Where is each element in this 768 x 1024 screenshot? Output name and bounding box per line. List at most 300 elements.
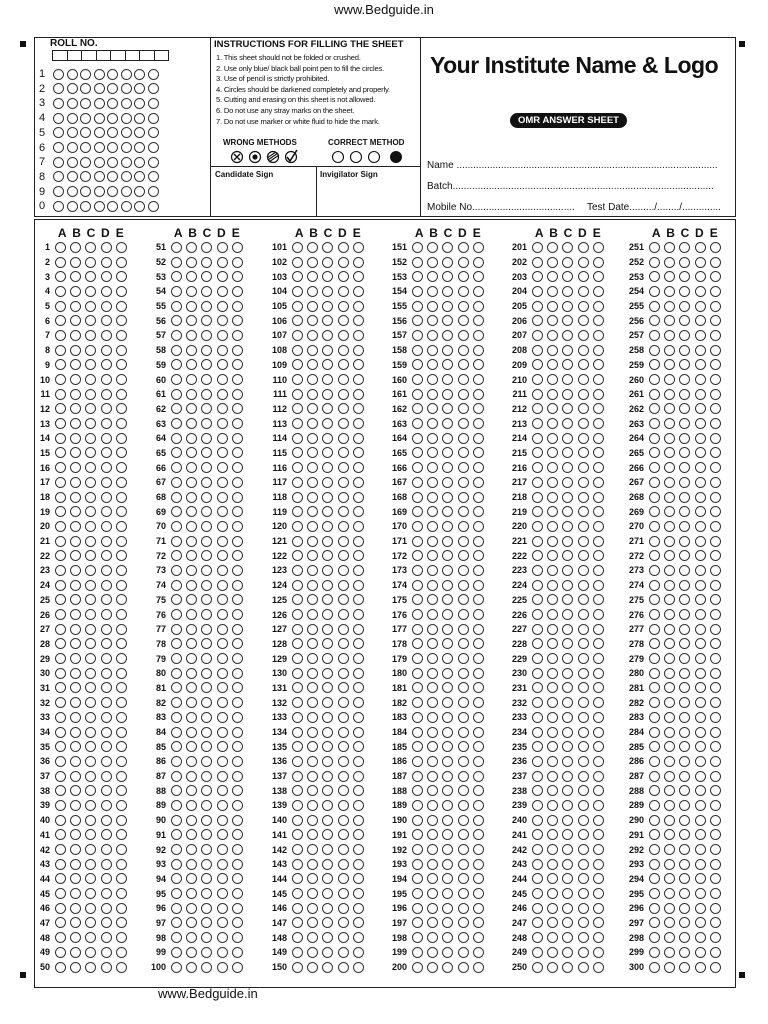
- answer-bubble[interactable]: [85, 286, 96, 297]
- roll-bubble[interactable]: [148, 201, 159, 212]
- answer-bubble[interactable]: [458, 888, 469, 899]
- answer-bubble[interactable]: [55, 668, 66, 679]
- answer-bubble[interactable]: [593, 815, 604, 826]
- answer-bubble[interactable]: [442, 447, 453, 458]
- roll-bubble[interactable]: [53, 142, 64, 153]
- roll-bubble[interactable]: [53, 98, 64, 109]
- roll-bubble[interactable]: [134, 186, 145, 197]
- roll-digit-box[interactable]: [110, 50, 126, 61]
- answer-bubble[interactable]: [664, 550, 675, 561]
- answer-bubble[interactable]: [547, 653, 558, 664]
- roll-bubble[interactable]: [53, 83, 64, 94]
- answer-bubble[interactable]: [353, 447, 364, 458]
- answer-bubble[interactable]: [307, 932, 318, 943]
- roll-bubble[interactable]: [80, 98, 91, 109]
- answer-bubble[interactable]: [649, 594, 660, 605]
- answer-bubble[interactable]: [578, 580, 589, 591]
- roll-bubble[interactable]: [94, 113, 105, 124]
- answer-bubble[interactable]: [322, 257, 333, 268]
- answer-bubble[interactable]: [101, 315, 112, 326]
- answer-bubble[interactable]: [578, 873, 589, 884]
- answer-bubble[interactable]: [473, 315, 484, 326]
- answer-bubble[interactable]: [679, 330, 690, 341]
- answer-bubble[interactable]: [338, 403, 349, 414]
- answer-bubble[interactable]: [547, 594, 558, 605]
- answer-bubble[interactable]: [116, 844, 127, 855]
- answer-bubble[interactable]: [116, 917, 127, 928]
- answer-bubble[interactable]: [292, 550, 303, 561]
- answer-bubble[interactable]: [217, 609, 228, 620]
- answer-bubble[interactable]: [186, 521, 197, 532]
- answer-bubble[interactable]: [217, 668, 228, 679]
- answer-bubble[interactable]: [412, 917, 423, 928]
- answer-bubble[interactable]: [664, 462, 675, 473]
- answer-bubble[interactable]: [292, 903, 303, 914]
- answer-bubble[interactable]: [85, 492, 96, 503]
- answer-bubble[interactable]: [201, 301, 212, 312]
- answer-bubble[interactable]: [593, 492, 604, 503]
- answer-bubble[interactable]: [171, 609, 182, 620]
- answer-bubble[interactable]: [307, 771, 318, 782]
- roll-bubble[interactable]: [67, 201, 78, 212]
- answer-bubble[interactable]: [70, 829, 81, 840]
- answer-bubble[interactable]: [532, 550, 543, 561]
- answer-bubble[interactable]: [338, 741, 349, 752]
- answer-bubble[interactable]: [547, 727, 558, 738]
- answer-bubble[interactable]: [201, 418, 212, 429]
- answer-bubble[interactable]: [710, 506, 721, 517]
- answer-bubble[interactable]: [710, 301, 721, 312]
- answer-bubble[interactable]: [201, 315, 212, 326]
- answer-bubble[interactable]: [710, 624, 721, 635]
- answer-bubble[interactable]: [578, 345, 589, 356]
- answer-bubble[interactable]: [322, 785, 333, 796]
- roll-bubble[interactable]: [80, 113, 91, 124]
- answer-bubble[interactable]: [353, 829, 364, 840]
- answer-bubble[interactable]: [201, 477, 212, 488]
- answer-bubble[interactable]: [562, 697, 573, 708]
- answer-bubble[interactable]: [171, 286, 182, 297]
- answer-bubble[interactable]: [85, 257, 96, 268]
- answer-bubble[interactable]: [710, 888, 721, 899]
- answer-bubble[interactable]: [710, 697, 721, 708]
- answer-bubble[interactable]: [412, 888, 423, 899]
- answer-bubble[interactable]: [70, 477, 81, 488]
- answer-bubble[interactable]: [292, 359, 303, 370]
- answer-bubble[interactable]: [307, 271, 318, 282]
- answer-bubble[interactable]: [307, 917, 318, 928]
- answer-bubble[interactable]: [338, 859, 349, 870]
- answer-bubble[interactable]: [547, 242, 558, 253]
- answer-bubble[interactable]: [171, 330, 182, 341]
- answer-bubble[interactable]: [679, 345, 690, 356]
- answer-bubble[interactable]: [322, 859, 333, 870]
- answer-bubble[interactable]: [427, 242, 438, 253]
- roll-bubble[interactable]: [134, 127, 145, 138]
- answer-bubble[interactable]: [695, 257, 706, 268]
- answer-bubble[interactable]: [562, 594, 573, 605]
- answer-bubble[interactable]: [353, 962, 364, 973]
- answer-bubble[interactable]: [664, 418, 675, 429]
- answer-bubble[interactable]: [649, 257, 660, 268]
- answer-bubble[interactable]: [679, 859, 690, 870]
- roll-bubble[interactable]: [67, 186, 78, 197]
- answer-bubble[interactable]: [292, 771, 303, 782]
- answer-bubble[interactable]: [442, 389, 453, 400]
- answer-bubble[interactable]: [186, 741, 197, 752]
- answer-bubble[interactable]: [547, 433, 558, 444]
- answer-bubble[interactable]: [664, 242, 675, 253]
- answer-bubble[interactable]: [473, 873, 484, 884]
- answer-bubble[interactable]: [562, 462, 573, 473]
- answer-bubble[interactable]: [458, 771, 469, 782]
- answer-bubble[interactable]: [473, 374, 484, 385]
- answer-bubble[interactable]: [593, 447, 604, 458]
- answer-bubble[interactable]: [442, 785, 453, 796]
- answer-bubble[interactable]: [578, 271, 589, 282]
- answer-bubble[interactable]: [578, 330, 589, 341]
- answer-bubble[interactable]: [679, 565, 690, 576]
- answer-bubble[interactable]: [442, 888, 453, 899]
- answer-bubble[interactable]: [85, 844, 96, 855]
- roll-bubble[interactable]: [94, 171, 105, 182]
- answer-bubble[interactable]: [292, 682, 303, 693]
- answer-bubble[interactable]: [322, 447, 333, 458]
- answer-bubble[interactable]: [232, 697, 243, 708]
- roll-bubble[interactable]: [67, 142, 78, 153]
- answer-bubble[interactable]: [101, 389, 112, 400]
- answer-bubble[interactable]: [292, 418, 303, 429]
- answer-bubble[interactable]: [547, 418, 558, 429]
- answer-bubble[interactable]: [593, 917, 604, 928]
- answer-bubble[interactable]: [442, 403, 453, 414]
- answer-bubble[interactable]: [695, 917, 706, 928]
- answer-bubble[interactable]: [70, 565, 81, 576]
- answer-bubble[interactable]: [427, 594, 438, 605]
- answer-bubble[interactable]: [710, 815, 721, 826]
- answer-bubble[interactable]: [695, 638, 706, 649]
- answer-bubble[interactable]: [186, 447, 197, 458]
- answer-bubble[interactable]: [307, 345, 318, 356]
- answer-bubble[interactable]: [201, 815, 212, 826]
- answer-bubble[interactable]: [562, 844, 573, 855]
- answer-bubble[interactable]: [307, 594, 318, 605]
- answer-bubble[interactable]: [232, 418, 243, 429]
- answer-bubble[interactable]: [458, 403, 469, 414]
- answer-bubble[interactable]: [338, 697, 349, 708]
- answer-bubble[interactable]: [292, 315, 303, 326]
- answer-bubble[interactable]: [85, 521, 96, 532]
- answer-bubble[interactable]: [442, 433, 453, 444]
- answer-bubble[interactable]: [532, 565, 543, 576]
- answer-bubble[interactable]: [679, 888, 690, 899]
- answer-bubble[interactable]: [171, 271, 182, 282]
- answer-bubble[interactable]: [562, 653, 573, 664]
- answer-bubble[interactable]: [338, 389, 349, 400]
- answer-bubble[interactable]: [322, 756, 333, 767]
- answer-bubble[interactable]: [201, 286, 212, 297]
- answer-bubble[interactable]: [649, 521, 660, 532]
- answer-bubble[interactable]: [532, 873, 543, 884]
- answer-bubble[interactable]: [55, 859, 66, 870]
- answer-bubble[interactable]: [353, 359, 364, 370]
- answer-bubble[interactable]: [593, 697, 604, 708]
- answer-bubble[interactable]: [55, 271, 66, 282]
- answer-bubble[interactable]: [532, 271, 543, 282]
- answer-bubble[interactable]: [101, 800, 112, 811]
- answer-bubble[interactable]: [116, 932, 127, 943]
- answer-bubble[interactable]: [292, 947, 303, 958]
- answer-bubble[interactable]: [664, 433, 675, 444]
- roll-bubble[interactable]: [121, 83, 132, 94]
- answer-bubble[interactable]: [116, 859, 127, 870]
- answer-bubble[interactable]: [427, 624, 438, 635]
- roll-bubble[interactable]: [121, 127, 132, 138]
- answer-bubble[interactable]: [55, 829, 66, 840]
- answer-bubble[interactable]: [679, 947, 690, 958]
- answer-bubble[interactable]: [201, 771, 212, 782]
- answer-bubble[interactable]: [695, 536, 706, 547]
- answer-bubble[interactable]: [578, 859, 589, 870]
- answer-bubble[interactable]: [171, 903, 182, 914]
- answer-bubble[interactable]: [412, 932, 423, 943]
- answer-bubble[interactable]: [473, 756, 484, 767]
- answer-bubble[interactable]: [292, 785, 303, 796]
- answer-bubble[interactable]: [171, 374, 182, 385]
- answer-bubble[interactable]: [442, 947, 453, 958]
- answer-bubble[interactable]: [307, 242, 318, 253]
- answer-bubble[interactable]: [217, 506, 228, 517]
- answer-bubble[interactable]: [664, 609, 675, 620]
- answer-bubble[interactable]: [55, 403, 66, 414]
- answer-bubble[interactable]: [649, 374, 660, 385]
- answer-bubble[interactable]: [186, 536, 197, 547]
- answer-bubble[interactable]: [547, 550, 558, 561]
- answer-bubble[interactable]: [116, 712, 127, 723]
- answer-bubble[interactable]: [427, 903, 438, 914]
- answer-bubble[interactable]: [307, 565, 318, 576]
- answer-bubble[interactable]: [232, 492, 243, 503]
- answer-bubble[interactable]: [562, 403, 573, 414]
- answer-bubble[interactable]: [473, 609, 484, 620]
- answer-bubble[interactable]: [232, 903, 243, 914]
- answer-bubble[interactable]: [532, 859, 543, 870]
- answer-bubble[interactable]: [562, 433, 573, 444]
- answer-bubble[interactable]: [307, 477, 318, 488]
- answer-bubble[interactable]: [710, 962, 721, 973]
- answer-bubble[interactable]: [532, 771, 543, 782]
- answer-bubble[interactable]: [473, 359, 484, 370]
- answer-bubble[interactable]: [353, 903, 364, 914]
- answer-bubble[interactable]: [458, 741, 469, 752]
- answer-bubble[interactable]: [338, 521, 349, 532]
- answer-bubble[interactable]: [473, 741, 484, 752]
- answer-bubble[interactable]: [578, 815, 589, 826]
- answer-bubble[interactable]: [679, 418, 690, 429]
- answer-bubble[interactable]: [292, 242, 303, 253]
- answer-bubble[interactable]: [232, 917, 243, 928]
- answer-bubble[interactable]: [427, 315, 438, 326]
- answer-bubble[interactable]: [649, 565, 660, 576]
- answer-bubble[interactable]: [442, 932, 453, 943]
- answer-bubble[interactable]: [473, 521, 484, 532]
- answer-bubble[interactable]: [442, 624, 453, 635]
- answer-bubble[interactable]: [649, 286, 660, 297]
- answer-bubble[interactable]: [307, 712, 318, 723]
- answer-bubble[interactable]: [101, 727, 112, 738]
- answer-bubble[interactable]: [473, 727, 484, 738]
- answer-bubble[interactable]: [458, 844, 469, 855]
- answer-bubble[interactable]: [710, 844, 721, 855]
- answer-bubble[interactable]: [70, 712, 81, 723]
- answer-bubble[interactable]: [353, 462, 364, 473]
- answer-bubble[interactable]: [85, 315, 96, 326]
- answer-bubble[interactable]: [322, 462, 333, 473]
- answer-bubble[interactable]: [593, 477, 604, 488]
- answer-bubble[interactable]: [442, 859, 453, 870]
- answer-bubble[interactable]: [307, 506, 318, 517]
- answer-bubble[interactable]: [562, 771, 573, 782]
- answer-bubble[interactable]: [412, 271, 423, 282]
- answer-bubble[interactable]: [458, 594, 469, 605]
- answer-bubble[interactable]: [649, 727, 660, 738]
- answer-bubble[interactable]: [664, 521, 675, 532]
- answer-bubble[interactable]: [664, 682, 675, 693]
- answer-bubble[interactable]: [442, 962, 453, 973]
- answer-bubble[interactable]: [292, 389, 303, 400]
- answer-bubble[interactable]: [322, 345, 333, 356]
- answer-bubble[interactable]: [353, 271, 364, 282]
- answer-bubble[interactable]: [412, 682, 423, 693]
- answer-bubble[interactable]: [473, 697, 484, 708]
- answer-bubble[interactable]: [710, 609, 721, 620]
- answer-bubble[interactable]: [322, 888, 333, 899]
- answer-bubble[interactable]: [695, 888, 706, 899]
- answer-bubble[interactable]: [695, 624, 706, 635]
- answer-bubble[interactable]: [710, 947, 721, 958]
- answer-bubble[interactable]: [232, 580, 243, 591]
- answer-bubble[interactable]: [532, 844, 543, 855]
- answer-bubble[interactable]: [322, 741, 333, 752]
- answer-bubble[interactable]: [412, 257, 423, 268]
- answer-bubble[interactable]: [171, 653, 182, 664]
- answer-bubble[interactable]: [55, 492, 66, 503]
- answer-bubble[interactable]: [679, 580, 690, 591]
- answer-bubble[interactable]: [338, 271, 349, 282]
- roll-bubble[interactable]: [121, 69, 132, 80]
- answer-bubble[interactable]: [186, 771, 197, 782]
- answer-bubble[interactable]: [593, 771, 604, 782]
- answer-bubble[interactable]: [473, 800, 484, 811]
- answer-bubble[interactable]: [649, 550, 660, 561]
- roll-digit-box[interactable]: [52, 50, 68, 61]
- answer-bubble[interactable]: [201, 859, 212, 870]
- answer-bubble[interactable]: [679, 550, 690, 561]
- answer-bubble[interactable]: [664, 917, 675, 928]
- answer-bubble[interactable]: [232, 741, 243, 752]
- answer-bubble[interactable]: [201, 580, 212, 591]
- answer-bubble[interactable]: [232, 727, 243, 738]
- answer-bubble[interactable]: [322, 844, 333, 855]
- answer-bubble[interactable]: [307, 756, 318, 767]
- answer-bubble[interactable]: [562, 785, 573, 796]
- answer-bubble[interactable]: [593, 418, 604, 429]
- answer-bubble[interactable]: [217, 315, 228, 326]
- answer-bubble[interactable]: [593, 286, 604, 297]
- answer-bubble[interactable]: [532, 727, 543, 738]
- answer-bubble[interactable]: [353, 389, 364, 400]
- answer-bubble[interactable]: [70, 492, 81, 503]
- answer-bubble[interactable]: [322, 962, 333, 973]
- answer-bubble[interactable]: [710, 389, 721, 400]
- answer-bubble[interactable]: [85, 727, 96, 738]
- answer-bubble[interactable]: [217, 785, 228, 796]
- answer-bubble[interactable]: [70, 374, 81, 385]
- answer-bubble[interactable]: [412, 359, 423, 370]
- roll-bubble[interactable]: [94, 186, 105, 197]
- answer-bubble[interactable]: [664, 359, 675, 370]
- answer-bubble[interactable]: [201, 521, 212, 532]
- answer-bubble[interactable]: [412, 315, 423, 326]
- answer-bubble[interactable]: [171, 477, 182, 488]
- answer-bubble[interactable]: [649, 359, 660, 370]
- answer-bubble[interactable]: [649, 345, 660, 356]
- answer-bubble[interactable]: [458, 668, 469, 679]
- answer-bubble[interactable]: [292, 712, 303, 723]
- answer-bubble[interactable]: [412, 962, 423, 973]
- answer-bubble[interactable]: [70, 682, 81, 693]
- answer-bubble[interactable]: [116, 888, 127, 899]
- answer-bubble[interactable]: [201, 271, 212, 282]
- roll-bubble[interactable]: [134, 142, 145, 153]
- answer-bubble[interactable]: [186, 932, 197, 943]
- answer-bubble[interactable]: [353, 800, 364, 811]
- answer-bubble[interactable]: [532, 242, 543, 253]
- answer-bubble[interactable]: [427, 917, 438, 928]
- answer-bubble[interactable]: [85, 609, 96, 620]
- answer-bubble[interactable]: [201, 873, 212, 884]
- roll-bubble[interactable]: [107, 186, 118, 197]
- answer-bubble[interactable]: [171, 447, 182, 458]
- roll-bubble[interactable]: [94, 127, 105, 138]
- answer-bubble[interactable]: [201, 565, 212, 576]
- answer-bubble[interactable]: [695, 653, 706, 664]
- answer-bubble[interactable]: [353, 785, 364, 796]
- answer-bubble[interactable]: [593, 785, 604, 796]
- answer-bubble[interactable]: [116, 771, 127, 782]
- answer-bubble[interactable]: [593, 389, 604, 400]
- answer-bubble[interactable]: [85, 624, 96, 635]
- answer-bubble[interactable]: [649, 433, 660, 444]
- answer-bubble[interactable]: [442, 829, 453, 840]
- answer-bubble[interactable]: [562, 829, 573, 840]
- answer-bubble[interactable]: [649, 638, 660, 649]
- answer-bubble[interactable]: [186, 947, 197, 958]
- answer-bubble[interactable]: [353, 712, 364, 723]
- answer-bubble[interactable]: [101, 947, 112, 958]
- answer-bubble[interactable]: [532, 947, 543, 958]
- answer-bubble[interactable]: [85, 447, 96, 458]
- answer-bubble[interactable]: [442, 418, 453, 429]
- answer-bubble[interactable]: [186, 697, 197, 708]
- answer-bubble[interactable]: [101, 771, 112, 782]
- answer-bubble[interactable]: [562, 727, 573, 738]
- answer-bubble[interactable]: [473, 565, 484, 576]
- answer-bubble[interactable]: [578, 301, 589, 312]
- answer-bubble[interactable]: [427, 403, 438, 414]
- answer-bubble[interactable]: [458, 447, 469, 458]
- answer-bubble[interactable]: [664, 594, 675, 605]
